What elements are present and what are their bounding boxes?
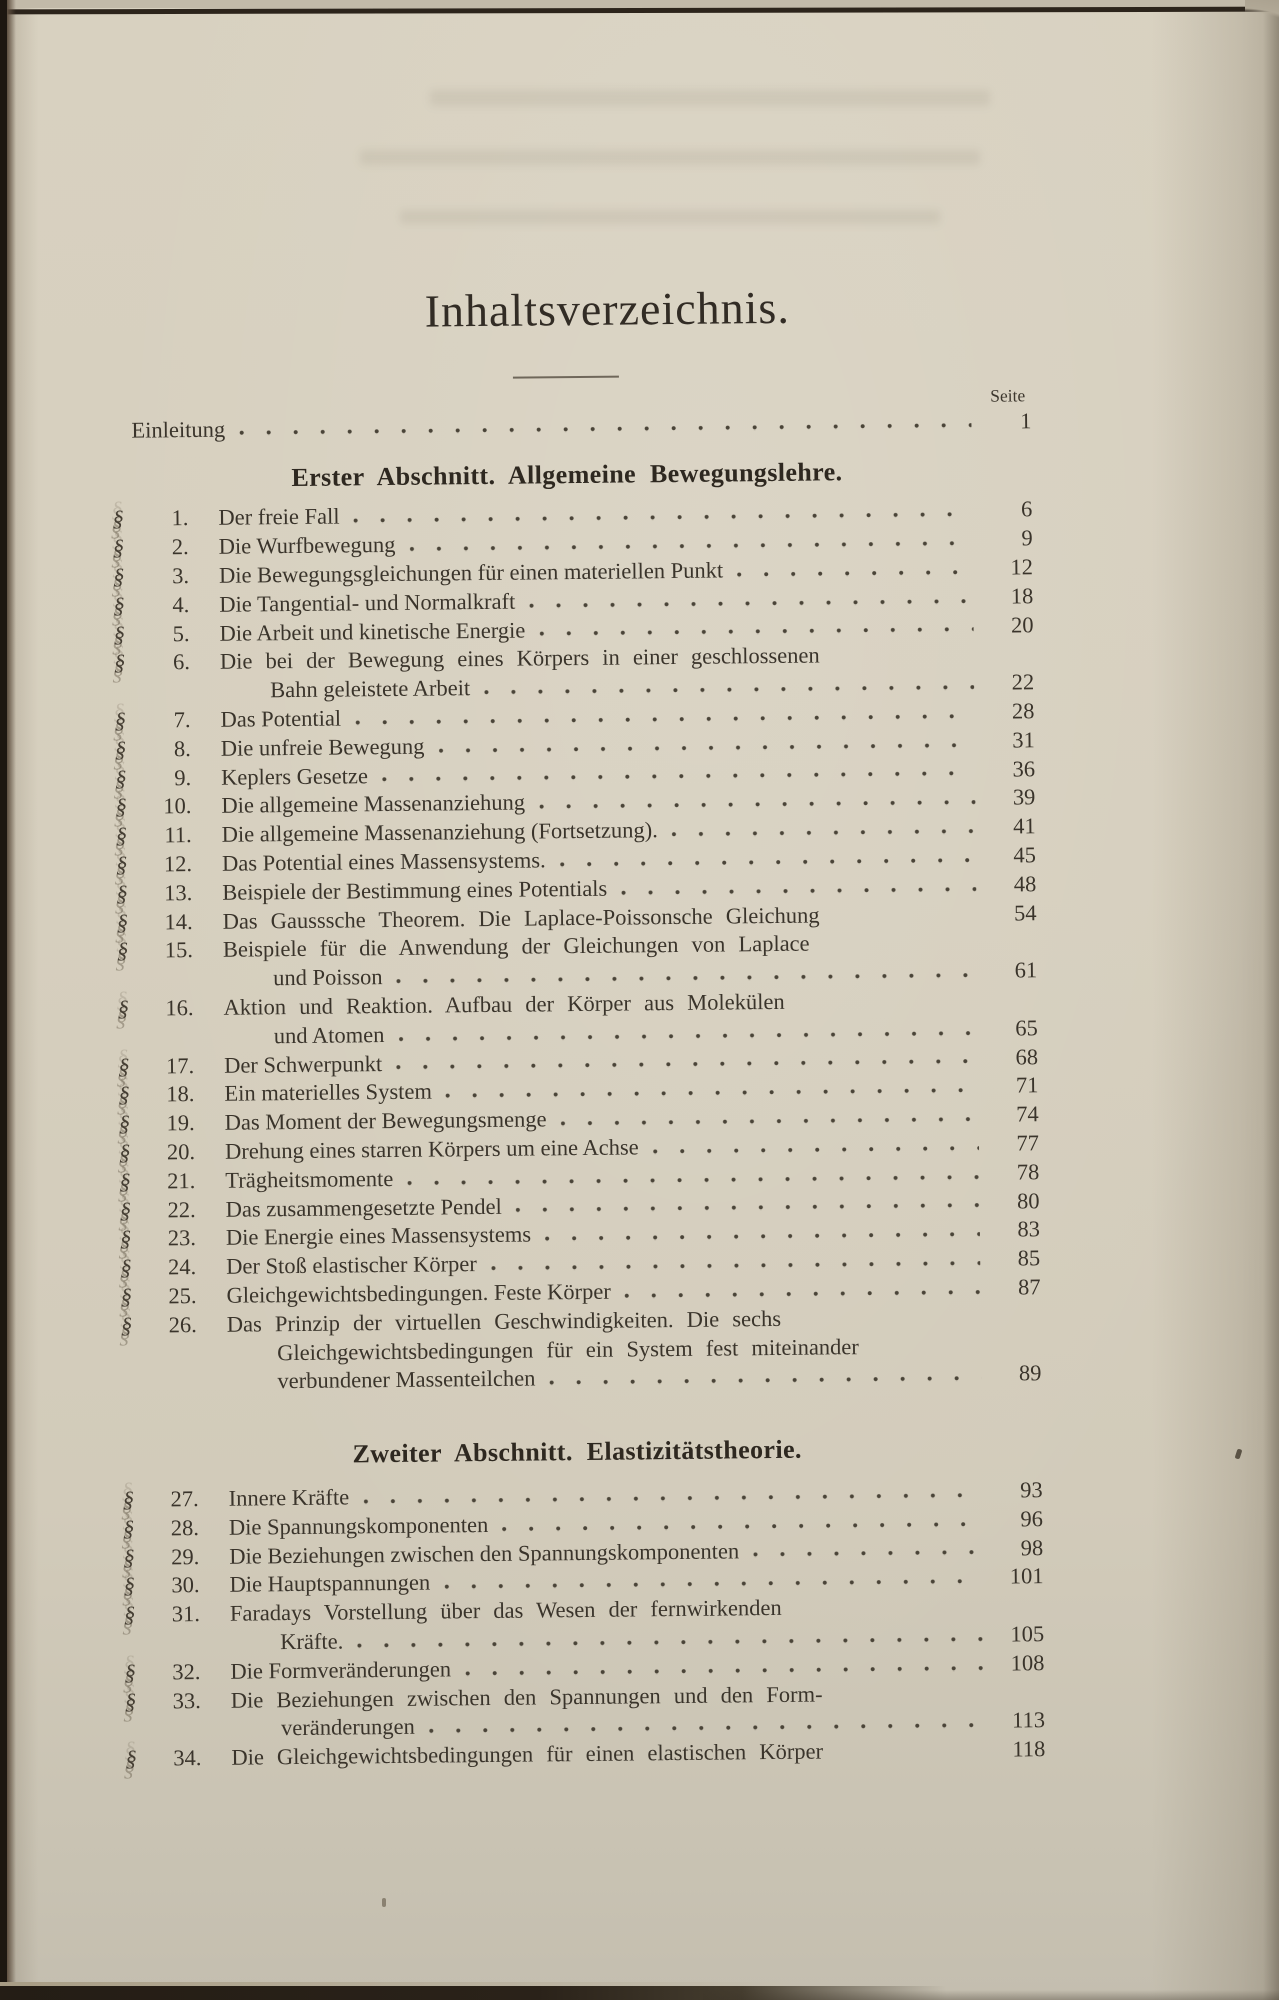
entry-page-number: 18 [1010, 583, 1034, 609]
dot-leader [396, 1059, 978, 1070]
entry-page-number: 6 [1020, 496, 1033, 522]
entry-number: 17. [165, 1052, 195, 1078]
indent-spacer [107, 965, 193, 995]
leader-gap [819, 899, 984, 930]
section-mark-icon: § [122, 1486, 135, 1512]
dot-leader [672, 829, 976, 837]
dot-leader [239, 423, 971, 436]
entry-page-number: 80 [1016, 1187, 1040, 1213]
entry-number: 22. [167, 1196, 196, 1222]
entry-number: 1. [171, 505, 189, 531]
section-mark-icon: § [119, 1197, 132, 1223]
dot-leader [516, 1203, 980, 1213]
indent-spacer [114, 1629, 200, 1659]
indent-spacer [111, 1340, 197, 1370]
dot-leader [539, 627, 973, 637]
section-mark-icon: § [119, 1226, 132, 1252]
entry-number: 20. [166, 1138, 196, 1165]
entry-title: Faradays Vorstellung über das Wesen der fernwirkenden [229, 1595, 782, 1626]
section-mark-icon: § [113, 650, 126, 676]
dot-leader [363, 1493, 982, 1504]
entry-page-number: 36 [1012, 755, 1036, 782]
entry-page-number: 77 [1016, 1130, 1040, 1156]
section-mark-icon: § [118, 1139, 131, 1165]
entry-page-number: 22 [1011, 669, 1035, 695]
entry-number: 11. [164, 822, 192, 848]
entry-title: Beispiele für die Anwendung der Gleichungen von Laplace [222, 930, 810, 963]
entry-title: Die allgemeine Massenanziehung (Fortsetzung). [221, 817, 658, 847]
entry-title: Die Hauptspannungen [229, 1570, 431, 1598]
paper-speck [382, 1898, 386, 1907]
section-mark-icon: § [123, 1573, 135, 1599]
entry-number: 9. [174, 764, 192, 790]
entry-number: 29. [171, 1543, 200, 1570]
entry-title: Das Gausssche Theorem. Die Laplace-Poissonsche Gleichung [222, 902, 820, 934]
dot-leader [429, 1723, 985, 1734]
page-column-label: Seite [990, 384, 1026, 406]
entry-page-number: 1 [1020, 407, 1032, 433]
section-mark-icon: § [119, 1168, 131, 1194]
entry-title: Die Spannungskomponenten [228, 1511, 489, 1540]
dot-leader [354, 512, 973, 523]
section-mark-icon: § [114, 765, 127, 791]
section-mark-icon: § [117, 1053, 130, 1079]
entry-title: Das Moment der Bewegungsmenge [224, 1106, 547, 1135]
section-mark-icon: § [114, 707, 126, 733]
entry-title: Die Arbeit und kinetische Energie [219, 617, 526, 646]
entry-page-number: 61 [1014, 957, 1038, 983]
section-mark-icon: § [123, 1601, 136, 1628]
section-mark-icon: § [113, 592, 125, 618]
page-right-edge-shadow [1263, 0, 1279, 2000]
entry-number: 31. [171, 1601, 200, 1627]
dot-leader [561, 1117, 979, 1126]
entry-number: 7. [173, 707, 191, 733]
dot-leader [382, 771, 975, 782]
entry-title: Die allgemeine Massenanziehung [221, 789, 526, 819]
section-mark-icon: § [116, 938, 129, 964]
entry-title: Innere Kräfte [228, 1484, 350, 1511]
entry-title: Beispiele der Bestimmung eines Potentials [222, 875, 608, 905]
entry-number: 32. [172, 1658, 201, 1685]
section-mark-icon: § [125, 1745, 137, 1772]
entry-page-number: 113 [1011, 1707, 1046, 1733]
indent-spacer [111, 1368, 197, 1398]
entry-number: 14. [164, 908, 193, 934]
entry-number: 28. [170, 1514, 200, 1541]
page-bottom-shadow [703, 1990, 1279, 2000]
entry-page-number: 45 [1013, 842, 1037, 868]
section-mark-icon: § [118, 1110, 131, 1136]
entry-page-number: 41 [1013, 813, 1036, 839]
entry-number: 10. [163, 793, 192, 819]
dot-leader [398, 1030, 977, 1041]
entry-page-number: 68 [1015, 1043, 1039, 1069]
entry-number: 25. [168, 1282, 197, 1309]
entry-title: Gleichgewichtsbedingungen für ein System fest miteinander [277, 1333, 859, 1365]
entry-page-number: 48 [1013, 870, 1037, 897]
section-mark-icon: § [120, 1283, 132, 1309]
dot-leader [539, 800, 975, 810]
section-mark-icon: § [112, 534, 125, 561]
entry-page-number: 98 [1020, 1534, 1044, 1561]
section-mark-icon: § [112, 563, 125, 589]
entry-page-number: 85 [1017, 1245, 1041, 1271]
entry-title: Die Energie eines Massensystems [225, 1221, 532, 1251]
entry-page-number: 105 [1010, 1621, 1045, 1647]
entry-page-number: 9 [1021, 525, 1033, 551]
dot-leader [444, 1579, 983, 1590]
entry-title: Das Prinzip der virtuellen Geschwindigkeiten. Die sechs [226, 1305, 782, 1337]
entry-page-number: 39 [1012, 784, 1036, 810]
entry-title: Einleitung [131, 416, 226, 443]
entry-title: Das zusammengesetzte Pendel [225, 1193, 502, 1222]
entry-title: verbundener Massenteilchen [277, 1365, 536, 1394]
section-mark-icon: § [117, 995, 129, 1021]
dot-leader [355, 714, 974, 725]
section-mark-icon: § [122, 1515, 135, 1541]
section-mark-icon: § [124, 1659, 136, 1685]
entry-title: Trägheitsmomente [225, 1165, 394, 1193]
entry-title: Das Potential [220, 705, 342, 732]
entry-title: Bahn geleistete Arbeit [270, 675, 471, 703]
entry-page-number: 74 [1016, 1101, 1039, 1127]
entry-title: Die Formveränderungen [230, 1656, 452, 1684]
title-divider-rule [513, 375, 619, 378]
entry-title: Der freie Fall [218, 503, 340, 531]
entry-number: 33. [172, 1687, 201, 1713]
section-mark-icon: § [116, 880, 128, 906]
entry-page-number: 78 [1016, 1158, 1040, 1185]
dot-leader [484, 685, 974, 695]
section-mark-icon: § [118, 1082, 130, 1108]
entry-number: 13. [164, 879, 193, 906]
entry-number: 34. [173, 1745, 202, 1771]
indent-spacer [104, 677, 190, 707]
entry-number: 4. [172, 591, 190, 618]
entry-title: Die Gleichgewichtsbedingungen für einen elastischen Körper [231, 1738, 824, 1770]
entry-page-number: 89 [1018, 1360, 1042, 1386]
entry-number: 19. [166, 1110, 195, 1136]
dot-leader [560, 858, 976, 867]
entry-page-number: 83 [1017, 1216, 1041, 1242]
entry-title: Keplers Gesetze [220, 762, 369, 790]
section-mark-icon: § [114, 736, 127, 762]
page-bleedthrough [360, 150, 980, 165]
section-mark-icon: § [116, 909, 128, 935]
section-mark-icon: § [120, 1254, 132, 1280]
entry-number: 27. [170, 1486, 199, 1512]
indent-spacer [108, 1023, 194, 1053]
entry-title: Die Tangential- und Normalkraft [219, 588, 516, 617]
section-mark-icon: § [112, 506, 124, 532]
entry-page-number: 87 [1017, 1274, 1041, 1300]
section-heading: Erster Abschnitt. Allgemeine Bewegungslehre. [291, 457, 843, 493]
entry-page-number: 108 [1010, 1650, 1045, 1676]
entry-number: 3. [171, 563, 190, 589]
page-left-edge-shadow [7, 0, 16, 2000]
entry-page-number: 118 [1012, 1736, 1046, 1762]
entry-page-number: 54 [1013, 899, 1037, 926]
entry-page-number: 20 [1010, 611, 1034, 638]
entry-title: veränderungen [280, 1714, 415, 1741]
section-mark-icon: § [115, 851, 128, 877]
section-mark-icon: § [124, 1688, 137, 1714]
entry-title: Das Potential eines Massensystems. [221, 847, 546, 876]
entry-number: 2. [171, 534, 189, 560]
entry-page-number: 31 [1012, 727, 1035, 753]
entry-title: und Poisson [273, 964, 383, 991]
section-mark-icon: § [115, 822, 128, 849]
entry-title: Die Beziehungen zwischen den Spannungen und den Form- [230, 1681, 823, 1713]
dot-leader [502, 1522, 983, 1532]
dot-leader [653, 1146, 979, 1154]
entry-title: Aktion und Reaktion. Aufbau der Körper aus Molekülen [223, 988, 785, 1020]
entry-number: 16. [165, 994, 194, 1021]
dot-leader [625, 1290, 981, 1299]
page-top-right-corner [1245, 0, 1279, 150]
entry-title: und Atomen [273, 1021, 385, 1048]
entry-number: 18. [166, 1081, 195, 1107]
toc-sections [102, 456, 1046, 1774]
dot-leader [753, 1550, 983, 1557]
entry-page-number: 93 [1019, 1477, 1043, 1503]
section-mark-icon: § [113, 621, 125, 647]
dot-leader [621, 886, 976, 895]
section-mark-icon: § [115, 794, 127, 820]
dot-leader [357, 1637, 984, 1649]
entry-number: 5. [172, 620, 190, 646]
entry-title: Gleichgewichtsbedingungen. Feste Körper [226, 1278, 611, 1308]
section-heading: Zweiter Abschnitt. Elastizitätstheorie. [352, 1434, 803, 1469]
entry-title: Die Beziehungen zwischen den Spannungskomponenten [229, 1538, 740, 1569]
indent-spacer [115, 1715, 201, 1745]
entry-title: Der Schwerpunkt [223, 1050, 383, 1078]
entry-page-number: 101 [1009, 1563, 1044, 1590]
entry-title: Die bei der Bewegung eines Körpers in einer geschlossenen [219, 642, 820, 675]
entry-page-number: 96 [1020, 1506, 1044, 1532]
entry-page-number: 65 [1015, 1014, 1038, 1041]
page-title: Inhaltsverzeichnis. [424, 281, 791, 337]
dot-leader [549, 1376, 981, 1386]
entry-number: 26. [168, 1311, 197, 1338]
entry-page-number: 71 [1015, 1072, 1039, 1098]
dot-leader [407, 1174, 979, 1185]
dot-leader [439, 742, 975, 753]
entry-number: 30. [171, 1572, 200, 1598]
leader-gap [823, 1736, 994, 1767]
toc-content [100, 280, 1045, 1774]
entry-title: Die unfreie Bewegung [220, 733, 425, 761]
page-bleedthrough [430, 90, 990, 106]
entry-title: Die Wurfbewegung [218, 532, 396, 559]
entry-number: 23. [167, 1225, 197, 1251]
dot-leader [545, 1232, 980, 1242]
dot-leader [491, 1261, 980, 1271]
entry-number: 24. [167, 1254, 197, 1280]
entry-title: Ein materielles System [224, 1078, 433, 1107]
entry-number: 12. [163, 851, 193, 877]
dot-leader [397, 973, 978, 984]
entry-title: Der Stoß elastischer Körper [226, 1251, 477, 1279]
dot-leader [409, 541, 972, 552]
dot-leader [446, 1088, 979, 1099]
entry-number: 21. [167, 1167, 196, 1194]
entry-title: Die Bewegungsgleichungen für einen materiellen Punkt [218, 557, 724, 588]
dot-leader [737, 570, 973, 577]
section-mark-icon: § [123, 1544, 135, 1570]
page-bleedthrough [400, 210, 940, 224]
entry-title: Drehung eines starren Körpers um eine Achse [224, 1134, 639, 1164]
dot-leader [529, 598, 973, 608]
entry-page-number: 28 [1011, 698, 1035, 724]
entry-title: Kräfte. [280, 1628, 344, 1655]
entry-number: 6. [172, 649, 191, 675]
dot-leader [465, 1665, 984, 1675]
entry-number: 15. [164, 937, 194, 963]
entry-number: 8. [173, 735, 191, 762]
entry-page-number: 12 [1010, 554, 1034, 580]
photo-left-edge [0, 0, 7, 2000]
section-mark-icon: § [120, 1312, 133, 1338]
